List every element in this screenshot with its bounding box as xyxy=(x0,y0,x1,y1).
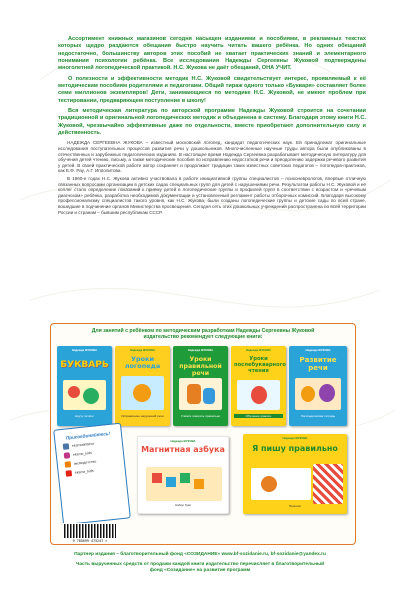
social-handle: eksmo_kids xyxy=(74,468,94,475)
book-title: Магнитная азбука xyxy=(141,445,225,454)
footer-charity-note: Часть вырученных средств от продажи каждой книги издательство перечисляет в благотворительный фонд «Созидание» на развитие программ xyxy=(75,562,325,574)
book-bukvar[interactable] xyxy=(57,346,112,426)
book-illustration xyxy=(251,468,311,500)
book-author: Надежда ЖУКОВА xyxy=(187,348,214,352)
book-author: Надежда ЖУКОВА xyxy=(282,436,308,440)
bio-paragraph-1: НАДЕЖДА СЕРГЕЕВНА ЖУКОВА – известный московский логопед, кандидат педагогических наук. Ей принадлежат оригинальные исследования поступательных процессов развития речи у дошкольников. Многочисленные научные труды автора были опубликованы в отечественных и зарубежных педагогических изданиях. В настоящее время Надежда Сергеевна разрабатывает методическую литературу для обучения детей чтению, письму, а также методические пособия по исправлению недостатков речи и преодолению задержки речевого развития у детей. В своей практической работе автор сохраняет и продолжает традиции таких известных советских педагогов – логопедов-практиков, как Е.Ф. Рау, А.Г. Ипполитова. xyxy=(58,140,366,174)
book-subtitle: Набор букв xyxy=(175,503,191,507)
barcode-bars xyxy=(64,524,116,538)
book-title: Уроки правильной речи xyxy=(179,356,222,377)
social-handle: eksmodetstvo xyxy=(71,441,95,448)
book-uroki-pravilnoy-rechi[interactable] xyxy=(173,346,228,426)
youtube-icon xyxy=(66,470,73,477)
book-uroki-logopeda[interactable] xyxy=(115,346,170,426)
book-subtitle: Учимся говорить правильно xyxy=(180,414,221,418)
book-subtitle: Прописи xyxy=(289,504,301,508)
social-header: Присоединяйтесь! xyxy=(65,430,111,441)
text-content xyxy=(58,36,366,217)
book-illustration xyxy=(63,380,106,410)
book-illustration xyxy=(146,467,222,501)
intro-paragraph-2: О полезности и эффективности методик Н.С. Жуковой свидетельствует интерес, проявляемый к её методическим пособиям родителями и педагогами. Общий тираж одного только «Букваря» составляет более семи миллионов экземпляров! Дети, занимающиеся по методике Н.С. Жуковой, не имеют проблем при тестировании, предваряющем поступление в школу! xyxy=(58,75,366,104)
book-subtitle: Обучение грамоте xyxy=(234,414,283,418)
checkered-pouch-illustration xyxy=(313,464,343,504)
instagram-icon xyxy=(64,452,71,459)
book-subtitle: Исправление нарушений речи xyxy=(121,414,164,418)
isbn-number: 9 785699 475247 > xyxy=(72,539,108,543)
intro-paragraph-3: Вся методическая литература по авторской программе Надежды Жуковой строится на сочетании традиционной и оригинальной логопедических методик и объединена в систему. Благодаря этому книги Н.С. Жуковой, чрезвычайно эффективные даже по отдельности, вместе приобретают дополнительную силу и действенность. xyxy=(58,108,366,136)
book-ya-pishu-pravilno[interactable] xyxy=(243,434,347,514)
book-subtitle: Логопедическая тетрадь xyxy=(300,414,336,418)
book-illustration xyxy=(121,376,164,410)
book-title: Уроки логопеда xyxy=(124,355,161,370)
book-author: Надежда ЖУКОВА xyxy=(170,439,196,443)
book-author: Надежда ЖУКОВА xyxy=(245,348,272,352)
book-author: Надежда ЖУКОВА xyxy=(305,348,331,352)
social-handle: eksmo_kids xyxy=(72,450,92,457)
footer-partner: Партнер издания – благотворительный фонд «СОЗИДАНИЕ» www.bf-sozidanie.ru, bf-sozidanie@yandex.ru xyxy=(74,552,326,557)
vk-icon xyxy=(63,443,70,450)
book-razvitie-rechi[interactable] xyxy=(289,346,347,426)
social-handle: эксмодетство xyxy=(73,459,97,466)
book-subtitle: Научу читать! xyxy=(74,414,95,418)
book-uroki-poslebukvarnogo-chteniya[interactable] xyxy=(231,346,286,426)
book-magnitnaya-azbuka[interactable] xyxy=(137,436,229,514)
odnoklassniki-icon xyxy=(65,461,72,468)
book-illustration xyxy=(295,378,341,410)
book-illustration xyxy=(237,380,280,410)
bio-paragraph-2: В 1960-е годах Н.С. Жукова активно участвовала в работе инициативной группы специалистов – психоневрологов, впервые отличную связанных вопросами организации в детских садах специальных групп для детей с нарушениями речи. Результатом работы Н.С. Жуковой и её коллег стало определение показаний к приёму детей в логопедические группы и профилей групп в соответствии с возрастом и «речевым диагнозом» ребёнка, разработка необходимой документации и установленный регламент работы отборочных комиссий. Благодаря высокому профессионализму специалистов такого уровня, как Н.С. Жукова, были созданы логопедические группы и детские сады по всей стране, вошедшие в подчинение органов Министерства просвещения. Сегодня сеть этих дошкольных учреждений распространена по всей территории России и странам – бывшим республикам СССР. xyxy=(58,175,366,215)
recommended-books-title: Для занятий с ребёнком по методическим разработкам Надежды Сергеевны Жуковой издательство рекомендует следующие книги: xyxy=(91,328,315,341)
book-author: Надежда ЖУКОВА xyxy=(129,348,156,352)
book-title: Уроки послебукварного чтения xyxy=(234,356,286,374)
book-illustration xyxy=(179,378,222,410)
social-links-card xyxy=(53,423,131,526)
isbn-barcode xyxy=(62,523,118,543)
book-title: Я пишу правильно xyxy=(252,444,338,453)
intro-paragraph-1: Ассортимент книжных магазинов сегодня насыщен изданиями и пособиями, в рекламных текстах которых щедро раздаются обещания быстро научить читать вашего ребёнка. Но одних обещаний недостаточно, большинству авторов этих пособий не хватает практических знаний и элементарного понимания психологии ребёнка. Все исследования Надежды Сергеевны Жуковой подтверждены многолетней логопедической практикой. Н.С. Жукова не даёт обещаний, ОНА УЧИТ. xyxy=(58,36,366,72)
book-title: БУКВАРЬ xyxy=(60,360,109,370)
book-author: Надежда ЖУКОВА xyxy=(71,348,98,352)
book-title: Развитие речи xyxy=(299,356,337,372)
